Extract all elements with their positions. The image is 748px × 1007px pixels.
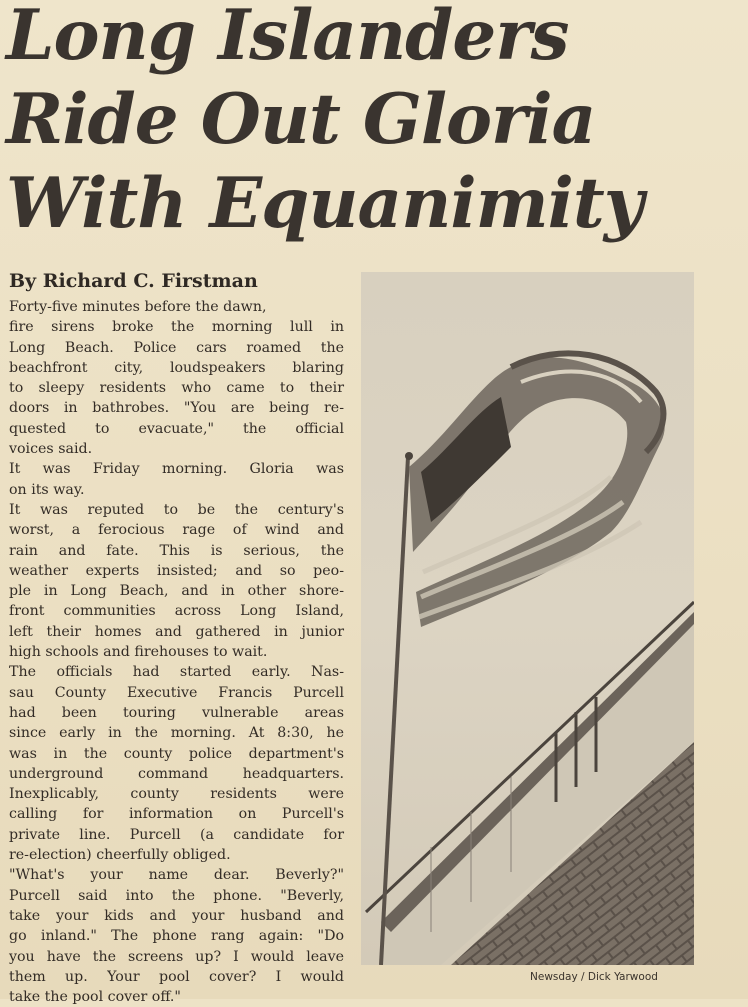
body-line: to sleepy residents who came to their bbox=[9, 380, 344, 397]
body-line: had been touring vulnerable areas bbox=[9, 704, 344, 721]
body-line: rain and fate. This is serious, the bbox=[9, 542, 344, 559]
body-line: take your kids and your husband and bbox=[9, 907, 344, 924]
body-line: Inexplicably, county residents were bbox=[9, 786, 344, 803]
headline bbox=[6, 0, 742, 246]
body-line: "What's your name dear. Beverly?" bbox=[9, 867, 344, 884]
byline: By Richard C. Firstman bbox=[9, 270, 258, 292]
body-line: go inland." The phone rang again: "Do bbox=[9, 928, 344, 945]
body-line: re-election) cheerfully obliged. bbox=[9, 847, 231, 864]
body-line: doors in bathrobes. "You are being re- bbox=[9, 400, 344, 417]
photo-flag-illustration bbox=[361, 272, 694, 965]
body-line: was in the county police department's bbox=[9, 745, 344, 762]
body-line: fire sirens broke the morning lull in bbox=[9, 319, 344, 336]
article-body bbox=[9, 297, 344, 1007]
body-line: front communities across Long Island, bbox=[9, 603, 344, 620]
body-line: voices said. bbox=[9, 441, 93, 458]
body-line: beachfront city, loudspeakers blaring bbox=[9, 359, 344, 376]
body-line: The officials had started early. Nas- bbox=[9, 664, 344, 681]
body-line: Long Beach. Police cars roamed the bbox=[9, 339, 344, 356]
body-line: underground command headquarters. bbox=[9, 765, 344, 782]
body-line: private line. Purcell (a candidate for bbox=[9, 826, 344, 843]
headline-line-3: With Equanimity bbox=[6, 163, 643, 244]
photo-flag-on-building bbox=[361, 272, 694, 965]
body-line: you have the screens up? I would leave bbox=[9, 948, 344, 965]
body-line: calling for information on Purcell's bbox=[9, 806, 344, 823]
photo-credit: Newsday / Dick Yarwood bbox=[530, 971, 658, 983]
body-line: on its way. bbox=[9, 481, 85, 498]
body-line: It was Friday morning. Gloria was bbox=[9, 461, 344, 478]
body-line: worst, a ferocious rage of wind and bbox=[9, 522, 344, 539]
body-line: Forty-five minutes before the dawn, bbox=[9, 299, 267, 315]
body-line: them up. Your pool cover? I would bbox=[9, 968, 344, 985]
body-line: take the pool cover off." bbox=[9, 989, 181, 1006]
headline-line-1: Long Islanders bbox=[6, 0, 569, 76]
body-line: sau County Executive Francis Purcell bbox=[9, 684, 344, 701]
body-line: quested to evacuate," the official bbox=[9, 420, 344, 437]
body-line: since early in the morning. At 8:30, he bbox=[9, 725, 344, 742]
body-line: left their homes and gathered in junior bbox=[9, 623, 344, 640]
body-line: high schools and firehouses to wait. bbox=[9, 644, 268, 661]
body-line: Purcell said into the phone. "Beverly, bbox=[9, 887, 344, 904]
body-line: ple in Long Beach, and in other shore- bbox=[9, 583, 344, 600]
body-line: weather experts insisted; and so peo- bbox=[9, 562, 344, 579]
headline-line-2: Ride Out Gloria bbox=[6, 79, 596, 160]
body-line: It was reputed to be the century's bbox=[9, 501, 344, 518]
